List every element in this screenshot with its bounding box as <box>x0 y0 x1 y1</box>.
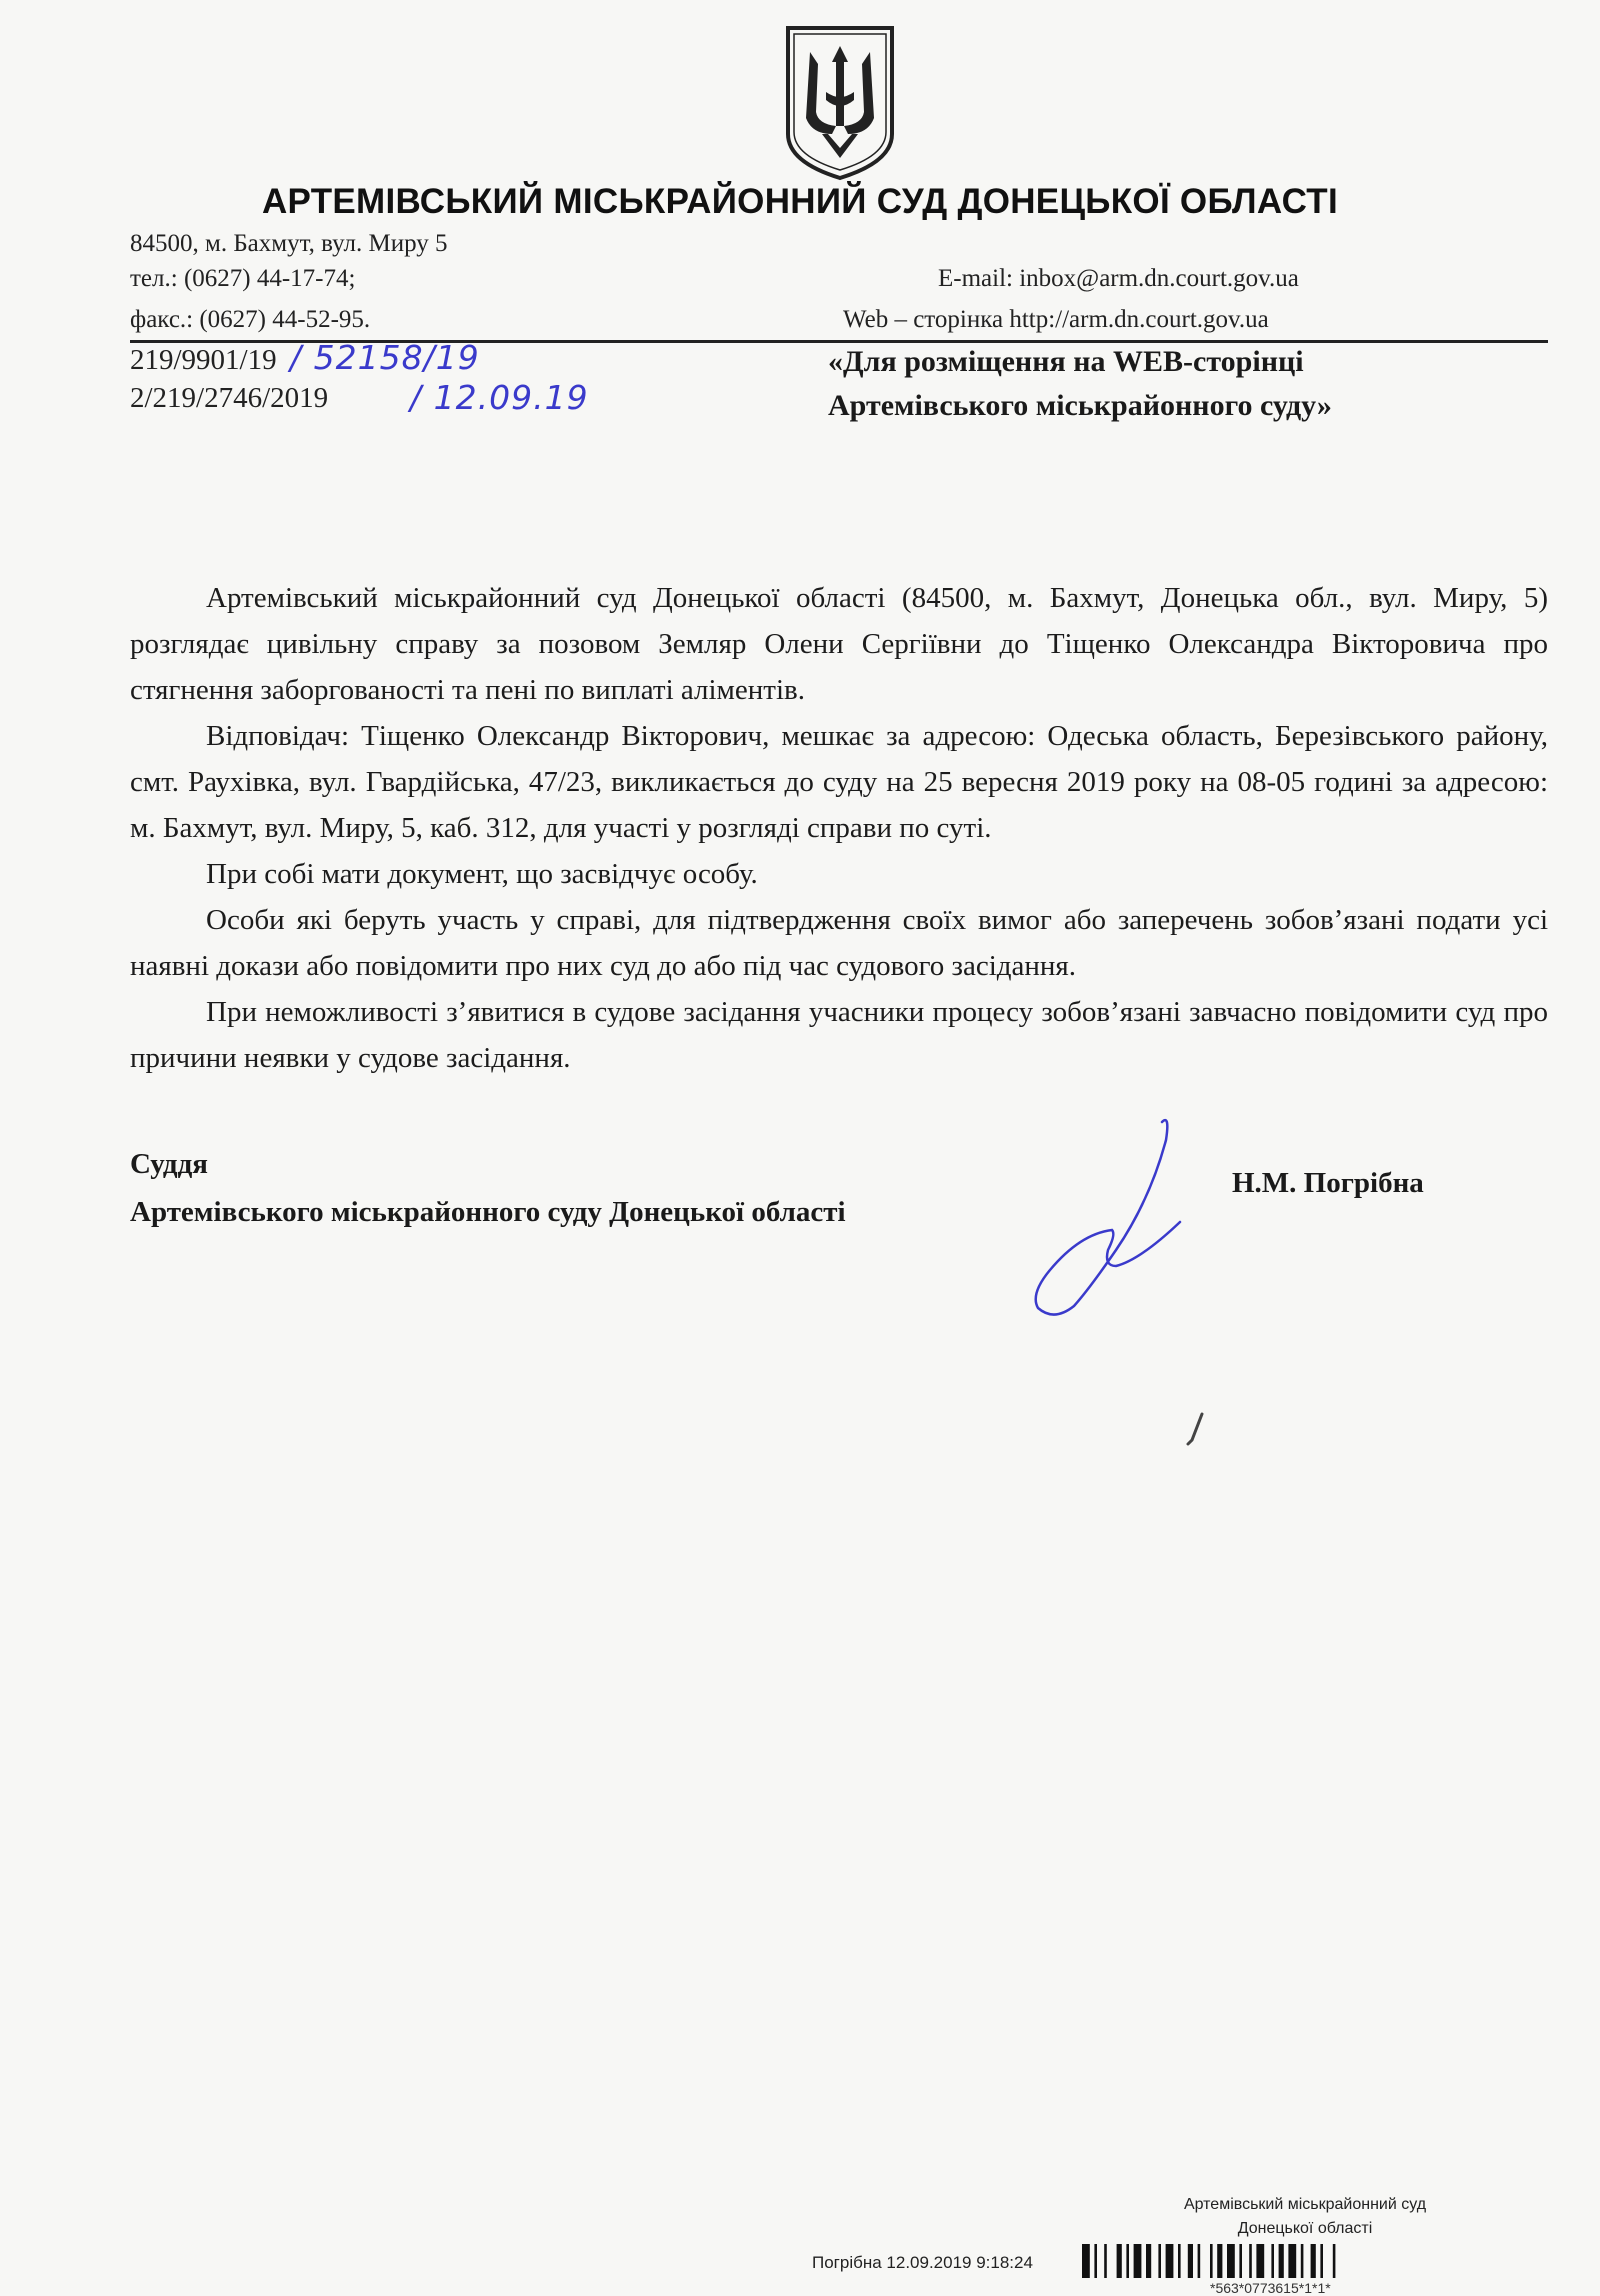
barcode-bar <box>1256 2244 1264 2278</box>
judge-title: Суддя <box>130 1148 208 1180</box>
barcode-bar <box>1126 2244 1129 2278</box>
body-paragraph-case: Артемівський міськрайонний суд Донецької області (84500, м. Бахмут, Донецька обл., вул. Миру, 5) розглядає цивільну справу за позовом Земляр Олени Сергіївни до Тіщенко Олександра Вікторовича про стягнення заборгованості та пені по виплаті аліментів. <box>130 582 1548 706</box>
registration-stamp: Погрібна 12.09.2019 9:18:24 <box>812 2253 1033 2272</box>
barcode-bar <box>1249 2244 1252 2278</box>
barcode-bar <box>1288 2244 1296 2278</box>
barcode-bar <box>1227 2244 1235 2278</box>
barcode-bar <box>1333 2244 1336 2278</box>
barcode-bar <box>1210 2244 1213 2278</box>
barcode-bar <box>1082 2244 1090 2278</box>
body-paragraph-defendant: Відповідач: Тіщенко Олександр Вікторович, мешкає за адресою: Одеська область, Березівського району, смт. Раухівка, вул. Гвардійська, 47/23, викликається до суду на 25 вересня 2019 року на 08-05 годині за адресою: м. Бахмут, вул. Миру, 5, каб. 312, для участі у розгляді справи по суті. <box>130 720 1548 844</box>
barcode-bar <box>1198 2244 1201 2278</box>
barcode-bar <box>1320 2244 1323 2278</box>
barcode-bar <box>1188 2244 1193 2278</box>
coat-of-arms-icon <box>782 22 898 182</box>
document-number: 2/219/2746/2019 <box>130 382 329 414</box>
handwritten-date: / 12.09.19 <box>410 378 589 417</box>
court-email: E-mail: inbox@arm.dn.court.gov.ua <box>938 265 1299 292</box>
barcode-bar <box>1146 2244 1151 2278</box>
summons-body <box>130 575 1548 1081</box>
handwritten-outgoing-number: / 52158/19 <box>290 338 480 377</box>
barcode-bar <box>1217 2244 1222 2278</box>
court-phone: тел.: (0627) 44-17-74; <box>130 265 356 292</box>
court-title: АРТЕМІВСЬКИЙ МІСЬКРАЙОННИЙ СУД ДОНЕЦЬКОЇ ОБЛАСТІ <box>261 182 1339 221</box>
body-paragraph-absence: При неможливості з’явитися в судове засідання учасники процесу зобов’язані завчасно повідомити суд про причини неявки у судове засідання. <box>130 996 1548 1074</box>
barcode-bar <box>1301 2244 1304 2278</box>
court-website: Web – сторінка http://arm.dn.court.gov.ua <box>843 306 1269 333</box>
barcode-bar <box>1094 2244 1097 2278</box>
web-placement-note <box>828 340 1332 428</box>
body-paragraph-id-document: При собі мати документ, що засвідчує особу. <box>206 858 758 890</box>
footer-org-line-1: Артемівський міськрайонний суд <box>1183 2196 1427 2213</box>
judge-name: Н.М. Погрібна <box>1232 1167 1424 1199</box>
body-paragraph-evidence: Особи які беруть участь у справі, для підтвердження своїх вимог або заперечень зобов’язані подати усі наявні докази або повідомити про них суд до або під час судового засідання. <box>130 904 1548 982</box>
barcode-bar <box>1104 2244 1107 2278</box>
footer-organization <box>1100 2193 1510 2241</box>
barcode-bar <box>1158 2244 1161 2278</box>
barcode-bar <box>1239 2244 1242 2278</box>
barcode-bar <box>1117 2244 1122 2278</box>
barcode-bar <box>1166 2244 1174 2278</box>
barcode-bar <box>1134 2244 1142 2278</box>
case-number: 219/9901/19 <box>130 344 277 376</box>
barcode-icon <box>1082 2244 1542 2284</box>
court-address: 84500, м. Бахмут, вул. Миру 5 <box>130 230 448 257</box>
court-fax: факс.: (0627) 44-52-95. <box>130 306 371 333</box>
web-note-line-2: Артемівського міськрайонного суду» <box>828 389 1332 422</box>
barcode-bar <box>1178 2244 1181 2278</box>
barcode-bar <box>1311 2244 1316 2278</box>
judge-court: Артемівського міськрайонного суду Донецької області <box>130 1196 846 1228</box>
pen-mark-icon <box>1180 1410 1210 1450</box>
barcode-bar <box>1279 2244 1284 2278</box>
barcode-text: *563*0773615*1*1* <box>1210 2280 1331 2296</box>
footer-org-line-2: Донецької області <box>1237 2220 1373 2237</box>
web-note-line-1: «Для розміщення на WEB-сторінці <box>828 345 1304 378</box>
judge-title-block <box>130 1140 846 1236</box>
barcode-bar <box>1271 2244 1274 2278</box>
signature-icon <box>1020 1110 1220 1320</box>
